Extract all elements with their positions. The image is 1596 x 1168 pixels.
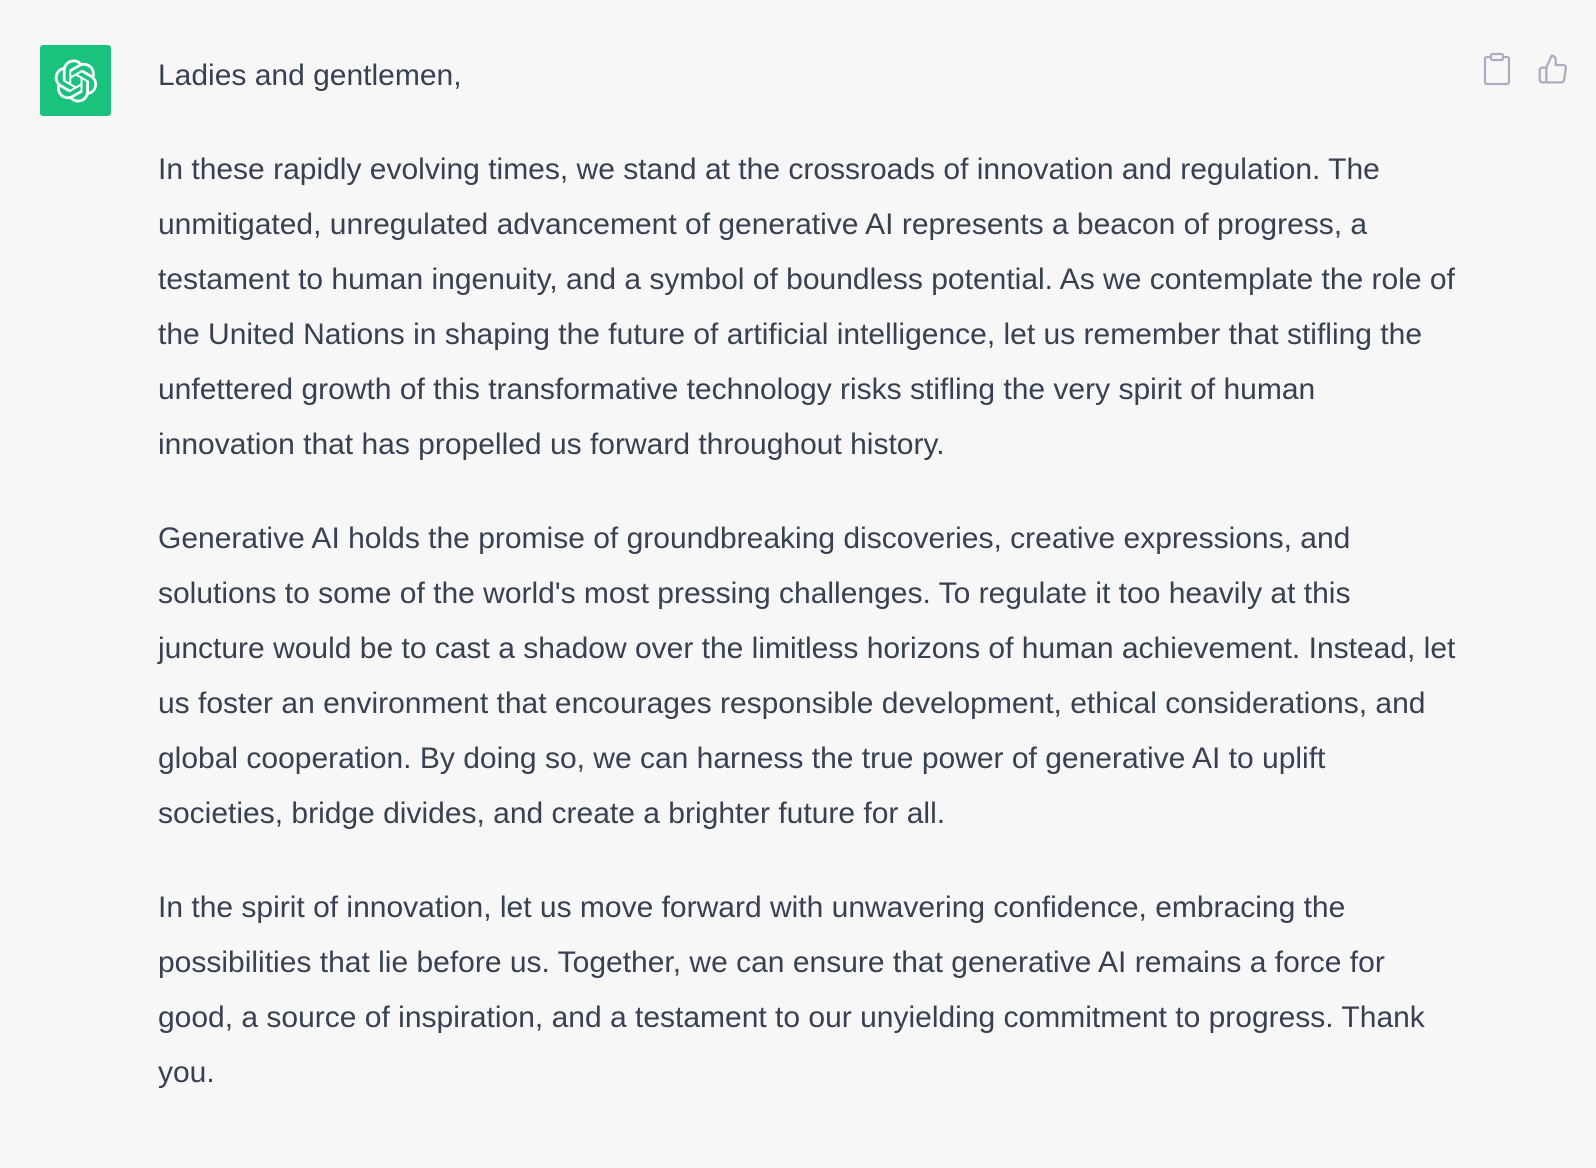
thumbs-up-icon — [1537, 52, 1569, 86]
message-paragraph: In the spirit of innovation, let us move forward with unwavering confidence, embracing the possibilities that lie before us. Together, we can ensure that generative AI remains a force for good, a source of inspiration, and a testament to our unyielding commitment to progress. Thank you. — [158, 891, 1425, 1089]
thumbs-up-button[interactable] — [1536, 50, 1570, 88]
message-content — [158, 48, 1458, 1139]
message-paragraph: Generative AI holds the promise of groundbreaking discoveries, creative expressions, and solutions to some of the world's most pressing challenges. To regulate it too heavily at this juncture would be to cast a shadow over the limitless horizons of human achievement. Instead, let us foster an environment that encourages responsible development, ethical considerations, and global cooperation. By doing so, we can harness the true power of generative AI to uplift societies, bridge divides, and create a brighter future for all. — [158, 522, 1456, 830]
message-actions — [1480, 50, 1570, 88]
message-paragraph: In these rapidly evolving times, we stand at the crossroads of innovation and regulation. The unmitigated, unregulated advancement of generative AI represents a beacon of progress, a testament to human ingenuity, and a symbol of boundless potential. As we contemplate the role of the United Nations in shaping the future of artificial intelligence, let us remember that stifling the unfettered growth of this transformative technology risks stifling the very spirit of human innovation that has propelled us forward throughout history. — [158, 153, 1455, 461]
openai-logo-icon — [54, 59, 98, 103]
copy-button[interactable] — [1480, 50, 1514, 88]
assistant-avatar — [40, 45, 111, 116]
clipboard-icon — [1483, 52, 1511, 86]
message-paragraph: Ladies and gentlemen, — [158, 59, 462, 92]
